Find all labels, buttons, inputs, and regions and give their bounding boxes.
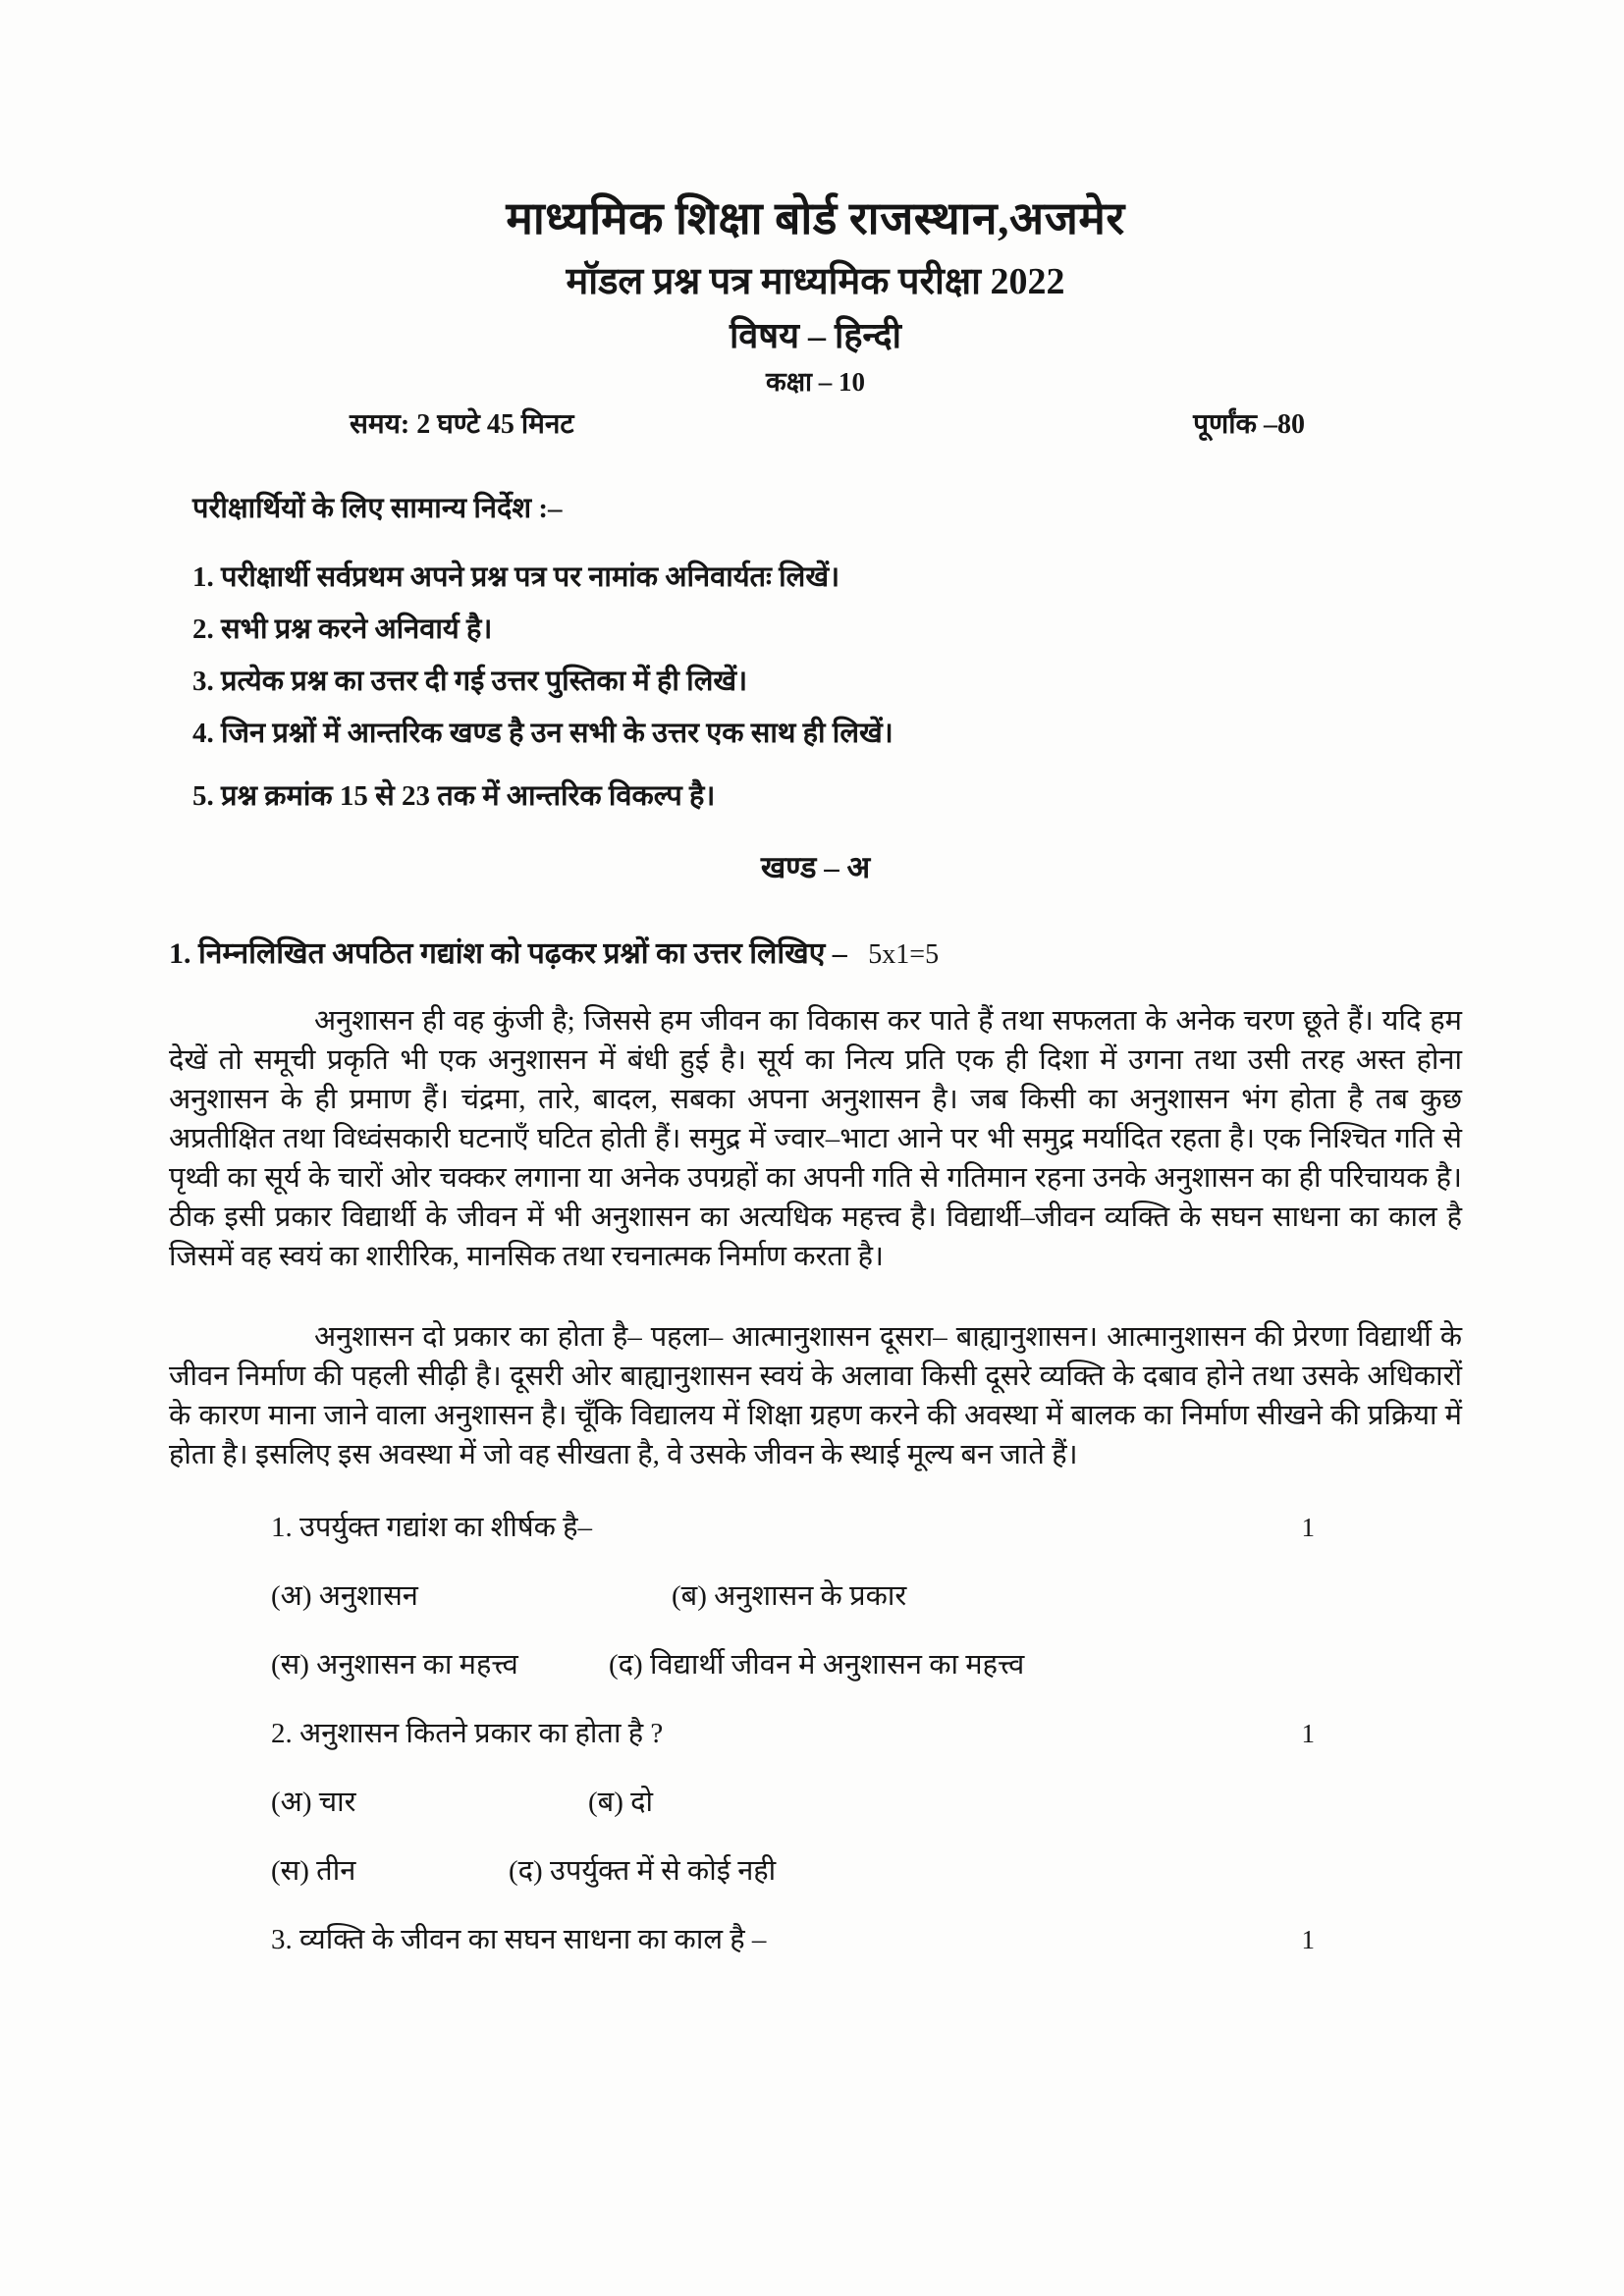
sub-question-2-option-a: (अ) चार bbox=[271, 1787, 356, 1818]
question-1-heading bbox=[169, 935, 1462, 974]
sub-question-1-text: 1. उपर्युक्त गद्यांश का शीर्षक है– bbox=[271, 1512, 593, 1543]
instructions-heading: परीक्षार्थियों के लिए सामान्य निर्देश :– bbox=[192, 493, 563, 524]
sub-question-1-marks: 1 bbox=[1301, 1513, 1315, 1542]
sub-question-2-option-c: (स) तीन bbox=[271, 1855, 356, 1887]
sub-question-2-options-row-2 bbox=[271, 1853, 1462, 1889]
sub-questions-block bbox=[169, 1510, 1462, 1957]
sub-question-2-options-row-1 bbox=[271, 1785, 1462, 1820]
instruction-item-4: 4. जिन प्रश्नों में आन्तरिक खण्ड है उन सभी के उत्तर एक साथ ही लिखें। bbox=[192, 718, 893, 749]
sub-question-1-option-d: (द) विद्यार्थी जीवन मे अनुशासन का महत्त्व bbox=[609, 1649, 1025, 1681]
sub-question-2-marks: 1 bbox=[1301, 1719, 1315, 1748]
passage-paragraph-1: अनुशासन ही वह कुंजी है; जिससे हम जीवन का विकास कर पाते हैं तथा सफलता के अनेक चरण छूते हैं। यदि हम देखें तो समूची प्रकृति भी एक अनुशासन में बंधी हुई है। सूर्य का नित्य प्रति एक ही दिशा में उगना तथा उसी तरह अस्त होना अनुशासन के ही प्रमाण हैं। चंद्रमा, तारे, बादल, सबका अपना अनुशासन है। जब किसी का अनुशासन भंग होता है तब कुछ अप्रतीक्षित तथा विध्वंसकारी घटनाएँ घटित होती हैं। समुद्र में ज्वार–भाटा आने पर भी समुद्र मर्यादित रहता है। एक निश्चित गति से पृथ्वी का सूर्य के चारों ओर चक्कर लगाना या अनेक उपग्रहों का अपनी गति से गतिमान रहना उनके अनुशासन का ही परिचायक है। ठीक इसी प्रकार विद्यार्थी के जीवन में भी अनुशासन का अत्यधिक महत्त्व है। विद्यार्थी–जीवन व्यक्ति के सघन साधना का काल है जिसमें वह स्वयं का शारीरिक, मानसिक तथा रचनात्मक निर्माण करता है। bbox=[169, 1005, 1462, 1272]
sub-question-3-marks: 1 bbox=[1301, 1925, 1315, 1954]
subject-line: विषय – हिन्दी bbox=[729, 316, 902, 355]
sub-question-1-options-row-2 bbox=[271, 1647, 1462, 1682]
sub-question-2-option-b: (ब) दो bbox=[588, 1787, 654, 1818]
paper-title: मॉडल प्रश्न पत्र माध्यमिक परीक्षा 2022 bbox=[566, 261, 1065, 302]
sub-question-1 bbox=[271, 1510, 1462, 1545]
sub-question-3 bbox=[271, 1922, 1462, 1957]
instruction-item-3: 3. प्रत्येक प्रश्न का उत्तर दी गई उत्तर पुस्तिका में ही लिखें। bbox=[192, 666, 748, 697]
instruction-item-2: 2. सभी प्रश्न करने अनिवार्य है। bbox=[192, 614, 493, 645]
sub-question-3-text: 3. व्यक्ति के जीवन का सघन साधना का काल है – bbox=[271, 1924, 767, 1955]
sub-question-1-option-c: (स) अनुशासन का महत्त्व bbox=[271, 1649, 518, 1681]
time-marks-row bbox=[169, 408, 1462, 442]
question-1-text: 1. निम्नलिखित अपठित गद्यांश को पढ़कर प्रश्नों का उत्तर लिखिए – bbox=[169, 937, 847, 970]
general-instructions bbox=[169, 491, 1462, 814]
paper-header bbox=[169, 192, 1462, 399]
sub-question-1-options-row-1 bbox=[271, 1578, 1462, 1614]
sub-question-2 bbox=[271, 1716, 1462, 1751]
max-marks-label: पूर्णांक –80 bbox=[1193, 409, 1305, 440]
sub-question-1-option-a: (अ) अनुशासन bbox=[271, 1580, 418, 1612]
instruction-item-1: 1. परीक्षार्थी सर्वप्रथम अपने प्रश्न पत्र पर नामांक अनिवार्यतः लिखें। bbox=[192, 561, 840, 593]
time-allowed-label: समय: 2 घण्टे 45 मिनट bbox=[350, 409, 574, 440]
passage-paragraph-2: अनुशासन दो प्रकार का होता है– पहला– आत्मानुशासन दूसरा– बाह्यानुशासन। आत्मानुशासन की प्रेरणा विद्यार्थी के जीवन निर्माण की पहली सीढ़ी है। दूसरी ओर बाह्यानुशासन स्वयं के अलावा किसी दूसरे व्यक्ति के दबाव होने तथा उसके अधिकारों के कारण माना जाने वाला अनुशासन है। चूँकि विद्यालय में शिक्षा ग्रहण करने की अवस्था में बालक का निर्माण सीखने की प्रक्रिया में होता है। इसलिए इस अवस्था में जो वह सीखता है, वे उसके जीवन के स्थाई मूल्य बन जाते हैं। bbox=[169, 1321, 1462, 1470]
instruction-item-5: 5. प्रश्न क्रमांक 15 से 23 तक में आन्तरिक विकल्प है। bbox=[192, 780, 716, 812]
sub-question-2-option-d: (द) उपर्युक्त में से कोई नही bbox=[509, 1855, 777, 1887]
board-title: माध्यमिक शिक्षा बोर्ड राजस्थान,अजमेर bbox=[506, 193, 1125, 243]
question-1-marks: 5x1=5 bbox=[868, 939, 940, 970]
sub-question-2-text: 2. अनुशासन कितने प्रकार का होता है ? bbox=[271, 1718, 664, 1749]
section-a-heading: खण्ड – अ bbox=[760, 850, 871, 884]
class-line: कक्षा – 10 bbox=[765, 367, 866, 397]
sub-question-1-option-b: (ब) अनुशासन के प्रकार bbox=[672, 1580, 907, 1612]
